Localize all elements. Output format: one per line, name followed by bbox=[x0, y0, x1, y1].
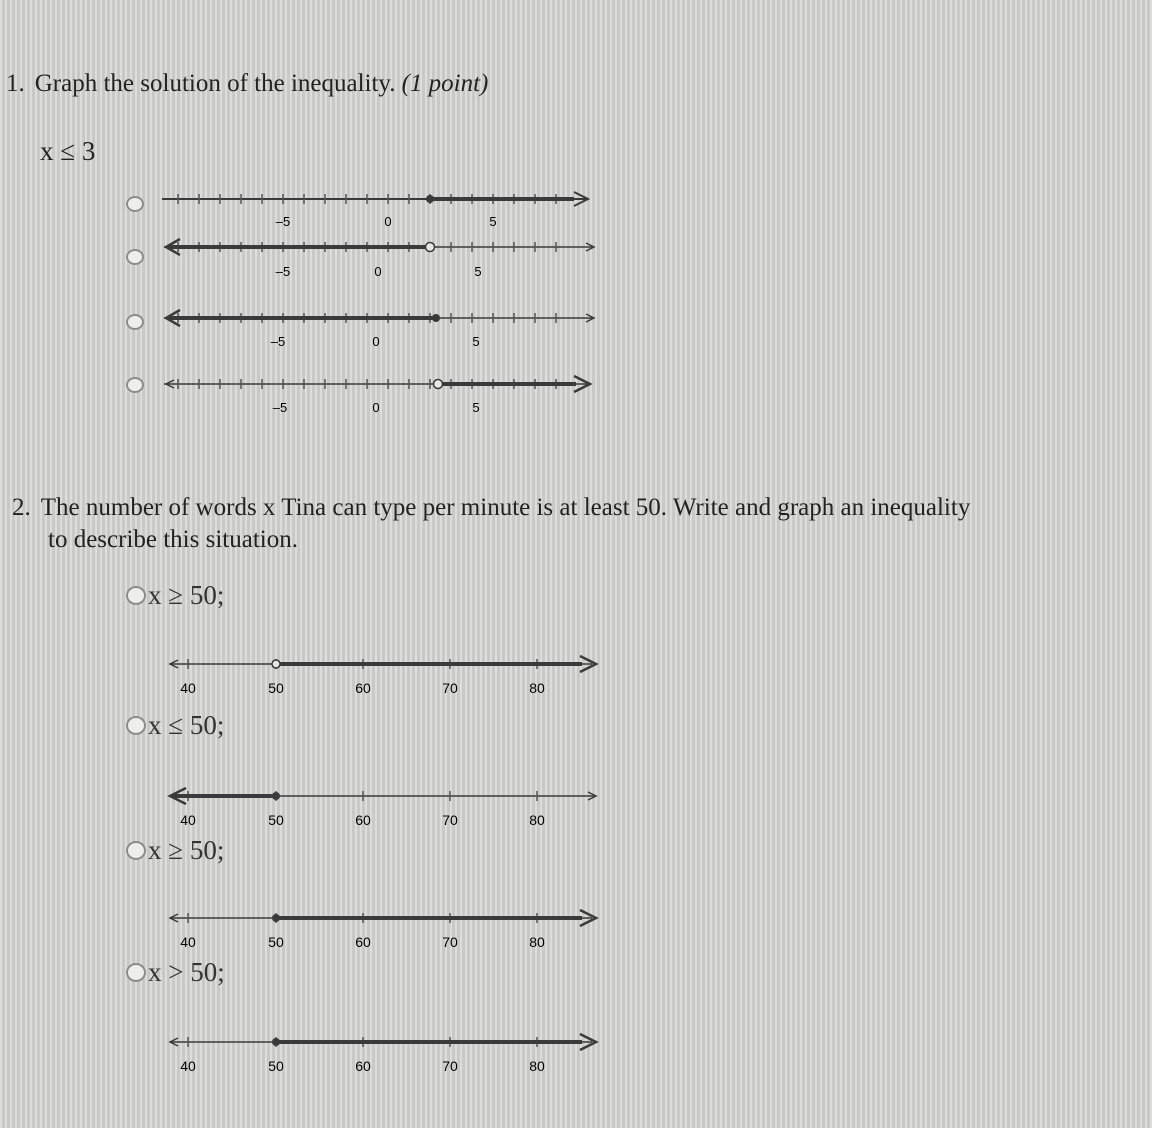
closed-endpoint bbox=[272, 792, 280, 800]
question-number: 2. bbox=[12, 494, 31, 521]
svg-text:60: 60 bbox=[355, 1058, 371, 1074]
svg-text:50: 50 bbox=[268, 934, 284, 950]
question-2-text bbox=[12, 492, 1142, 556]
q1-option-3-radio[interactable] bbox=[126, 314, 144, 330]
question-text-line-1: The number of words x Tina can type per minute is at least 50. Write and graph an inequality bbox=[40, 494, 971, 521]
q2-option-3-number-line bbox=[160, 904, 610, 954]
svg-text:40: 40 bbox=[180, 934, 196, 950]
option-label: x > 50; bbox=[148, 957, 225, 987]
q1-option-2-number-line bbox=[158, 234, 598, 284]
q1-option-1-radio[interactable] bbox=[126, 196, 144, 212]
question-text-line-2: to describe this situation. bbox=[48, 526, 298, 553]
tick-label-0: 0 bbox=[384, 214, 392, 229]
tick-label-5: 5 bbox=[474, 264, 482, 279]
q1-option-3-number-line bbox=[158, 304, 598, 354]
q2-option-4-radio[interactable] bbox=[126, 963, 146, 982]
closed-endpoint bbox=[272, 1038, 280, 1046]
svg-text:80: 80 bbox=[529, 812, 545, 828]
closed-endpoint bbox=[272, 914, 280, 922]
svg-text:80: 80 bbox=[529, 680, 545, 696]
q1-option-4-radio[interactable] bbox=[126, 377, 144, 393]
q2-option-4-number-line bbox=[160, 1028, 610, 1078]
q2-option-2-radio[interactable] bbox=[126, 716, 146, 735]
svg-text:40: 40 bbox=[180, 812, 196, 828]
svg-text:70: 70 bbox=[442, 934, 458, 950]
closed-endpoint bbox=[426, 195, 434, 203]
tick-label-0: 0 bbox=[374, 264, 382, 279]
option-label: x ≥ 50; bbox=[148, 580, 225, 610]
tick-label-neg5: –5 bbox=[275, 264, 291, 279]
q1-option-2-radio[interactable] bbox=[126, 249, 144, 265]
question-1-title bbox=[6, 68, 488, 100]
tick-label-neg5: –5 bbox=[272, 400, 288, 415]
svg-text:70: 70 bbox=[442, 680, 458, 696]
q1-option-4-number-line bbox=[158, 370, 598, 420]
svg-text:60: 60 bbox=[355, 812, 371, 828]
question-number: 1. bbox=[6, 70, 25, 97]
closed-endpoint bbox=[432, 314, 440, 322]
q2-option-1-number-line bbox=[160, 650, 610, 700]
svg-text:50: 50 bbox=[268, 680, 284, 696]
open-endpoint bbox=[426, 243, 435, 252]
q2-option-3-radio[interactable] bbox=[126, 841, 146, 860]
q1-option-1-number-line bbox=[158, 184, 598, 234]
q2-option-1-radio[interactable] bbox=[126, 586, 146, 605]
svg-text:40: 40 bbox=[180, 680, 196, 696]
option-label: x ≤ 50; bbox=[148, 710, 225, 740]
tick-label-5: 5 bbox=[472, 334, 480, 349]
svg-text:40: 40 bbox=[180, 1058, 196, 1074]
question-text: Graph the solution of the inequality. bbox=[34, 70, 396, 97]
option-label: x ≥ 50; bbox=[148, 835, 225, 865]
open-endpoint bbox=[272, 660, 280, 668]
svg-text:60: 60 bbox=[355, 680, 371, 696]
inequality-expression: x ≤ 3 bbox=[40, 136, 96, 166]
q2-option-2-number-line bbox=[160, 782, 610, 832]
tick-label-neg5: –5 bbox=[270, 334, 286, 349]
svg-text:70: 70 bbox=[442, 812, 458, 828]
tick-label-neg5: –5 bbox=[275, 214, 291, 229]
svg-text:50: 50 bbox=[268, 1058, 284, 1074]
tick-label-5: 5 bbox=[489, 214, 497, 229]
svg-text:50: 50 bbox=[268, 812, 284, 828]
svg-text:80: 80 bbox=[529, 1058, 545, 1074]
q2-option-1[interactable] bbox=[126, 580, 224, 611]
svg-text:80: 80 bbox=[529, 934, 545, 950]
point-value: (1 point) bbox=[401, 70, 489, 97]
tick-label-0: 0 bbox=[372, 400, 380, 415]
tick-label-0: 0 bbox=[372, 334, 380, 349]
svg-text:70: 70 bbox=[442, 1058, 458, 1074]
open-endpoint bbox=[434, 380, 443, 389]
q2-option-2[interactable] bbox=[126, 710, 224, 741]
q2-option-3[interactable] bbox=[126, 835, 224, 866]
q2-option-4[interactable] bbox=[126, 957, 225, 988]
svg-text:60: 60 bbox=[355, 934, 371, 950]
tick-label-5: 5 bbox=[472, 400, 480, 415]
